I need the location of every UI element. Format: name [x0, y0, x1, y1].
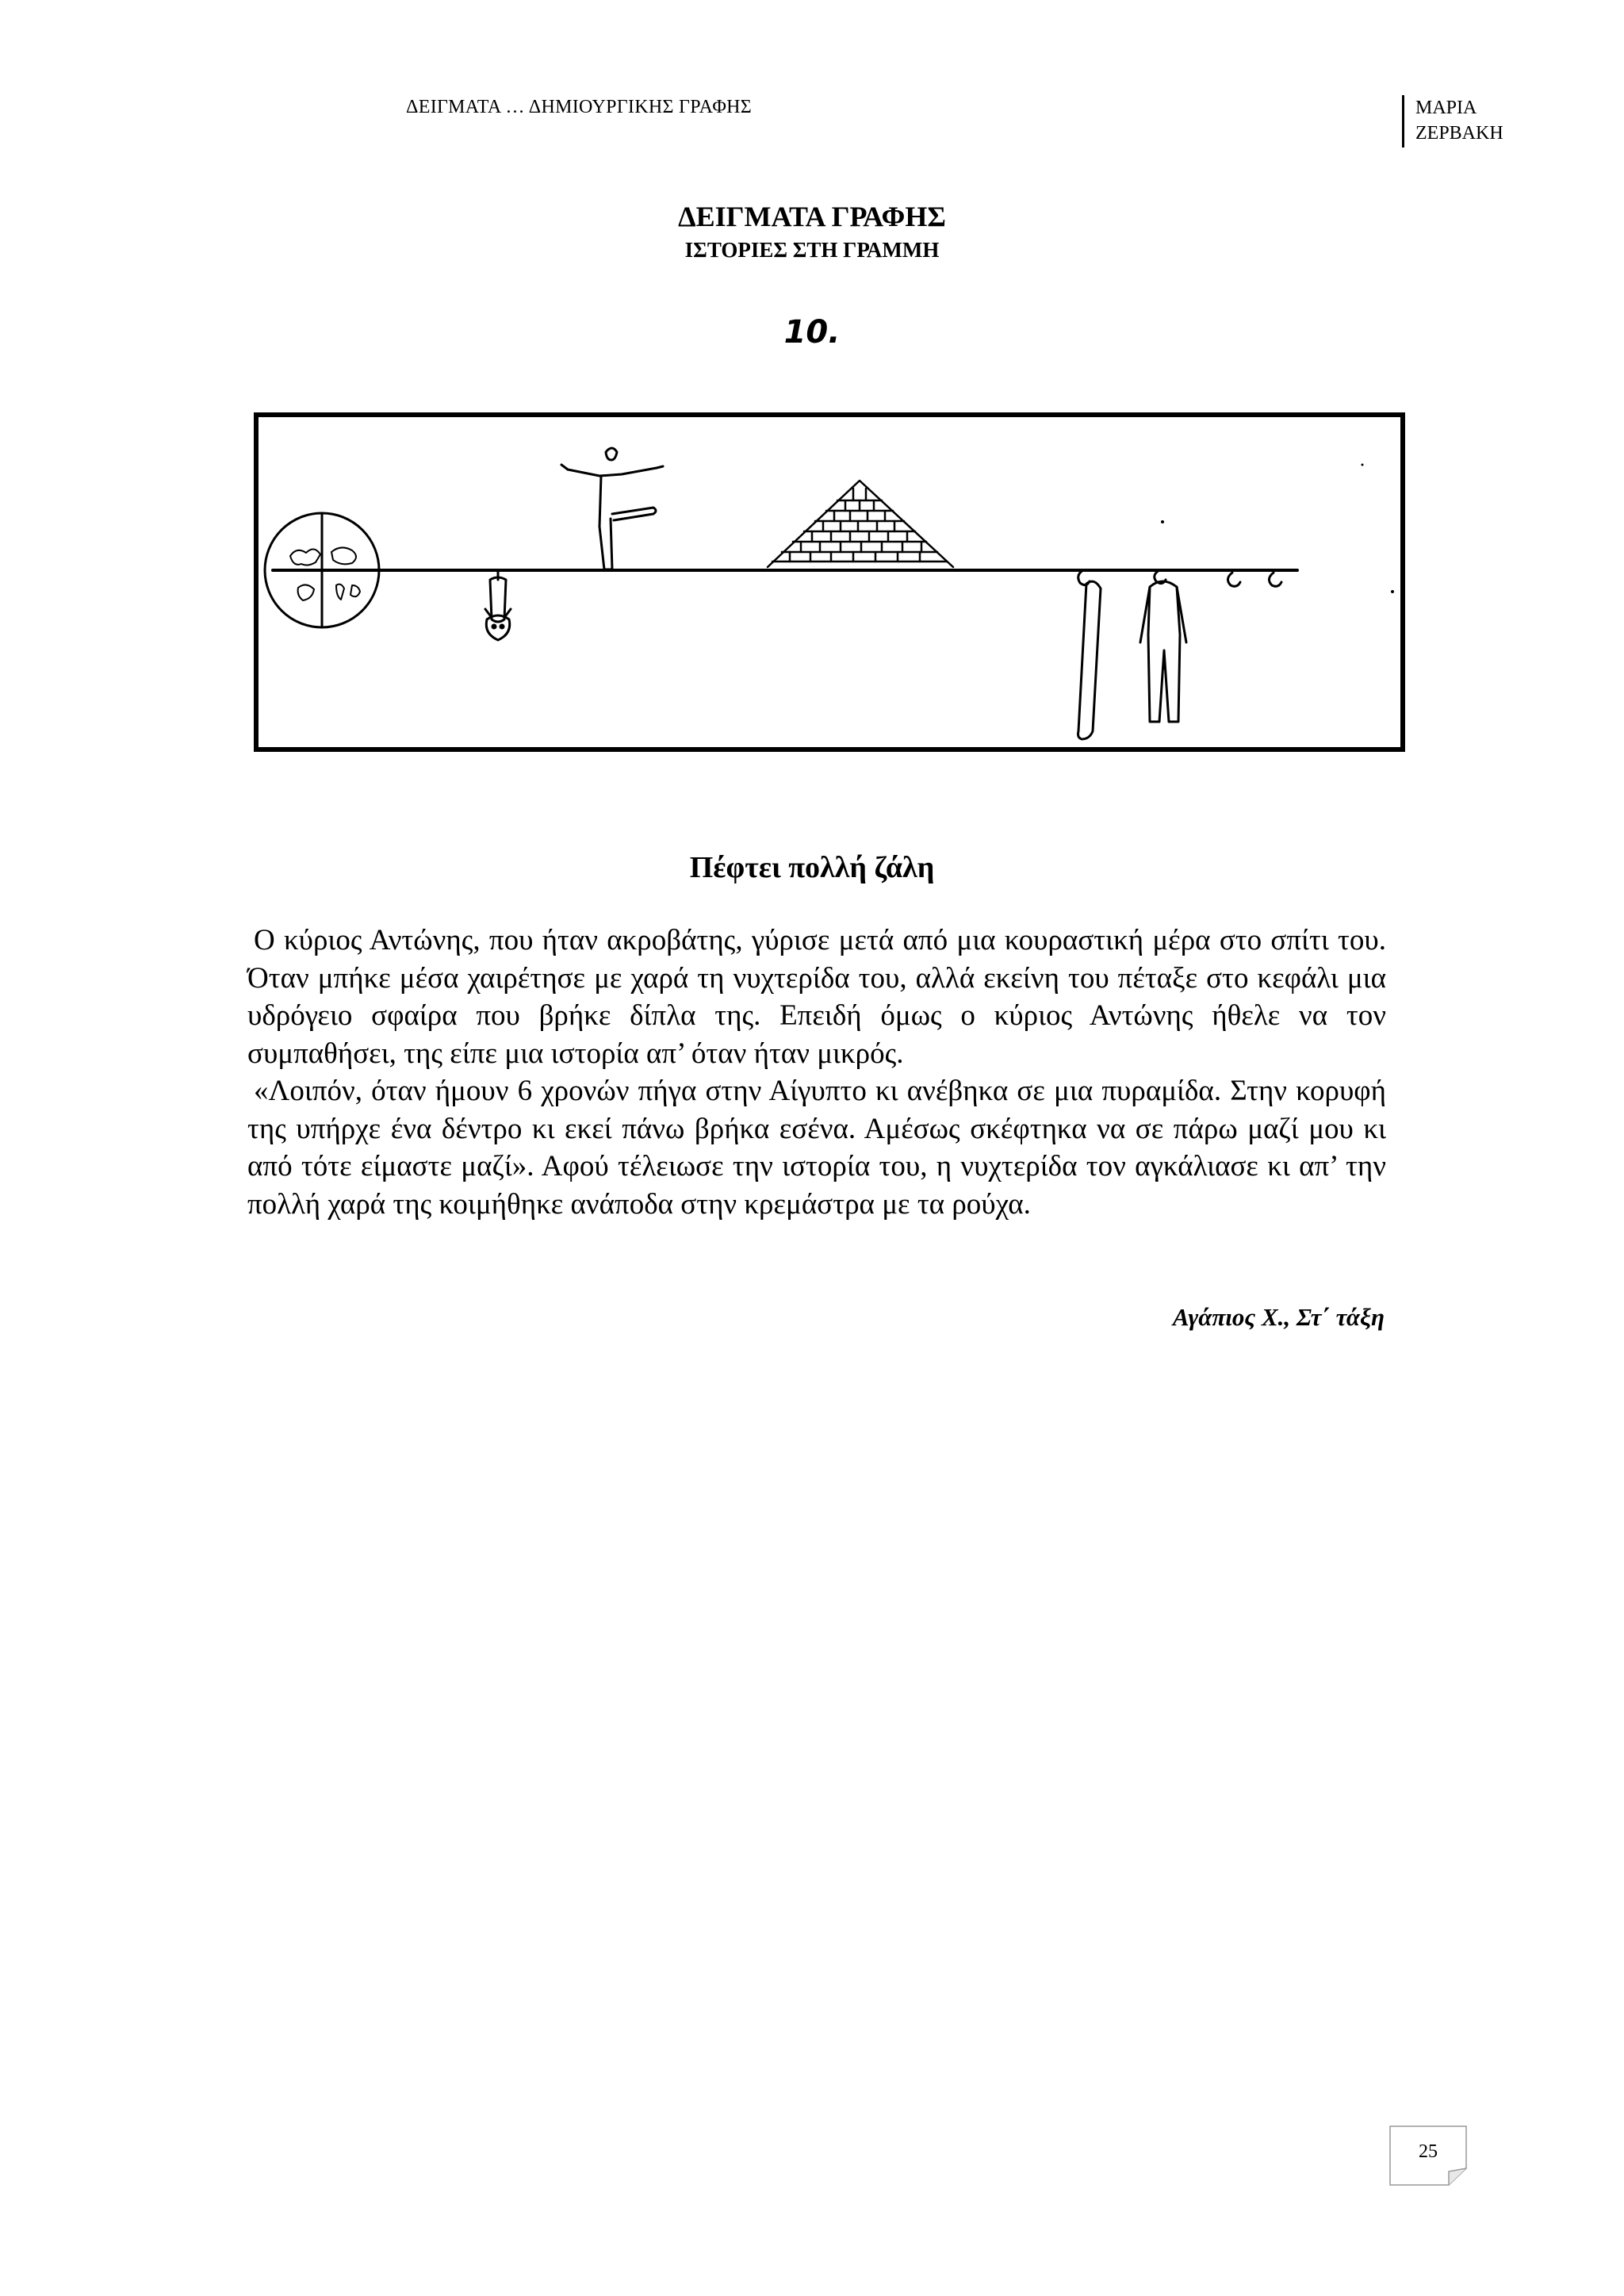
line-drawing: [259, 417, 1410, 757]
document-subtitle: ΙΣΤΟΡΙΕΣ ΣΤΗ ΓΡΑΜΜΗ: [684, 238, 940, 262]
pyramid-drawing: [768, 481, 953, 567]
sample-number: 10.: [783, 314, 841, 351]
story-title: Πέφτει πολλή ζάλη: [689, 851, 935, 884]
bat-drawing: [485, 570, 511, 640]
header-author-first: ΜΑΡΙΑ: [1415, 98, 1477, 118]
header-author-last: ΖΕΡΒΑΚΗ: [1415, 123, 1503, 144]
story-body: [247, 922, 1386, 1223]
story-paragraph-2: «Λοιπόν, όταν ήμουν 6 χρονών πήγα στην Αίγυπτο κι ανέβηκα σε μια πυραμίδα. Στην κορυφή της υπήρχε ένα δέντρο κι εκεί πάνω βρήκα εσένα. Αμέσως σκέφτηκα να σε πάρω μαζί μου κι από τότε είμαστε μαζί». Αφού τέλειωσε την ιστορία του, η νυχτερίδα τον αγκάλιασε κι απ’ την πολλή χαρά της κοιμήθηκε ανάποδα στην κρεμάστρα με τα ρούχα.: [247, 1075, 1386, 1221]
hanging-clothes-drawing: [1078, 570, 1282, 739]
acrobat-drawing: [561, 448, 663, 569]
document-title: ΔΕΙΓΜΑΤΑ ΓΡΑΦΗΣ: [678, 201, 946, 232]
page-number: 25: [1419, 2141, 1438, 2162]
running-header: ΔΕΙΓΜΑΤΑ … ΔΗΜΙΟΥΡΓΙΚΗΣ ΓΡΑΦΗΣ: [406, 97, 753, 117]
header-author: [1402, 95, 1503, 148]
page-number-box: [1389, 2125, 1467, 2186]
story-paragraph-1: Ο κύριος Αντώνης, που ήταν ακροβάτης, γύρισε μετά από μια κουραστική μέρα στο σπίτι του. Όταν μπήκε μέσα χαιρέτησε με χαρά τη νυχτερίδα του, αλλά εκείνη του πέταξε στο κεφάλι μια υδρόγειο σφαίρα που βρήκε δίπλα της. Επειδή όμως ο κύριος Αντώνης ήθελε να τον συμπαθήσει, της είπε μια ιστορία απ’ όταν ήταν μικρός.: [247, 924, 1386, 1070]
story-author: Αγάπιος Χ., Στ΄ τάξη: [1172, 1303, 1385, 1331]
story-drawing: [254, 412, 1405, 752]
